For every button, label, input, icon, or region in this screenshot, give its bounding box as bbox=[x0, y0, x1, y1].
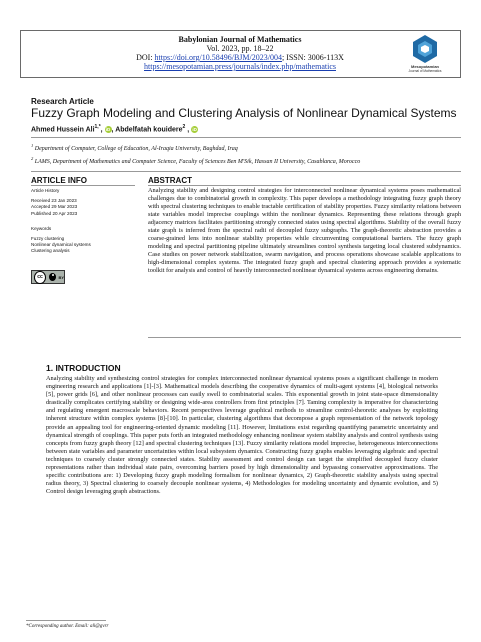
affiliation-1 bbox=[31, 143, 461, 152]
cc-icon: cc bbox=[34, 271, 46, 284]
accepted-date: Accepted 29 Mar 2023 bbox=[31, 204, 78, 210]
affiliation-2 bbox=[31, 156, 461, 165]
author-2: Abdelfatah kouidere bbox=[115, 126, 183, 134]
received-date: Received 23 Jan 2023 bbox=[31, 198, 77, 204]
keyword-2: Nonlinear dynamical systems bbox=[31, 242, 91, 248]
article-title: Fuzzy Graph Modeling and Clustering Analysis of Nonlinear Dynamical Systems bbox=[31, 106, 457, 120]
article-info-column bbox=[31, 188, 135, 255]
keywords-label: Keywords bbox=[31, 225, 52, 231]
divider bbox=[31, 137, 461, 138]
by-label: BY bbox=[58, 274, 64, 280]
aff-1-text: Department of Computer, College of Education, Al-Iraqia University, Baghdad, Iraq bbox=[34, 146, 238, 152]
logo-subtext: Journal of Mathematics bbox=[408, 69, 442, 73]
issn: ; ISSN: 3006-113X bbox=[281, 53, 344, 62]
journal-volume: Vol. 2023, pp. 18–22 bbox=[206, 44, 274, 53]
aff-2-sup: 2 bbox=[31, 156, 34, 161]
article-type: Research Article bbox=[31, 97, 94, 106]
aff-1-sup: 1 bbox=[31, 143, 34, 148]
journal-header-text bbox=[90, 35, 390, 71]
divider bbox=[31, 185, 135, 186]
doi-prefix: DOI: bbox=[136, 53, 155, 62]
journal-doi-line bbox=[90, 53, 390, 62]
doi-link[interactable]: https://doi.org/10.58496/BJM/2023/004 bbox=[154, 53, 282, 62]
author-list: Ahmed Hussein Ali$^{1,*}$, iD, Abdelfatah kouidere$^2$ , iD bbox=[31, 124, 197, 134]
divider bbox=[31, 171, 461, 172]
article-info-heading: ARTICLE INFO bbox=[31, 176, 87, 185]
logo-text: Mesopotamian bbox=[410, 64, 439, 69]
author-1-sup: 1,* bbox=[94, 124, 101, 130]
orcid-icon[interactable]: iD bbox=[192, 126, 197, 132]
keyword-1: Fuzzy clustering bbox=[31, 236, 65, 242]
keyword-3: Clustering analysis bbox=[31, 248, 70, 254]
corresponding-author-footnote: *Corresponding author. Email: ali@gvrr bbox=[26, 624, 109, 629]
abstract-heading: ABSTRACT bbox=[148, 176, 192, 185]
history-label: Article History bbox=[31, 188, 60, 193]
published-date: Published 20 Apr 2023 bbox=[31, 210, 78, 216]
divider bbox=[148, 337, 461, 338]
author-2-sup: 2 bbox=[182, 124, 186, 130]
divider bbox=[148, 185, 461, 186]
footnote-divider bbox=[26, 620, 106, 621]
cc-by-license-badge[interactable] bbox=[31, 270, 65, 284]
journal-url-link[interactable]: https://mesopotamian.press/journals/index.php/mathematics bbox=[144, 62, 336, 71]
orcid-icon[interactable]: iD bbox=[105, 126, 111, 132]
author-1: Ahmed Hussein Ali bbox=[31, 126, 95, 134]
abstract-text: Analyzing stability and designing control strategies for interconnected nonlinear dynamical systems poses mathematical challenges due to combinatorial growth in complexity. This paper develops a methodology integrating fuzzy graph theory with spectral clustering techniques to enable tractable certification of stability properties. Fuzzy similarity relations between state variables model imprecise couplings within the nonlinear dynamics. Representing these relations through graph adjacency matrices facilitates partitioning strongly connected states using spectral algorithms. Stability of the overall fuzzy state graph is inferred from the spectral radii of decoupled fuzzy subgraphs. The graph-theoretic abstraction provides a coarse-grained lens into nonlinear stability properties while circumventing computational barriers. The fuzzy graph modeling and spectral partitioning pipeline ultimately streamlines control synthesis targeting local clustered subdynamics. Case studies on power network stabilization, swarm navigation, and process operations showcase scalable applications to high-dimensional complex systems. The integrated fuzzy graph and spectral clustering approach provides a systematic toolkit for analysis and control of heavily interconnected nonlinear dynamical systems across engineering domains. bbox=[148, 187, 461, 275]
journal-logo-label bbox=[398, 65, 452, 73]
introduction-text: Analyzing stability and synthesizing control strategies for complex interconnected nonlinear dynamical systems poses a significant challenge in modern engineering research and applications [1]-[3]. Mathematical models describing the cooperative dynamics of multi-agent systems [4], biological networks [5], power grids [6], and other nonlinear processes can easily swell to combinatorial scales. This exponential growth in joint state-space dimensionality drastically complicates certifying stability or designing wide-area controllers from first principles [7]. Taming complexity is imperative for characterizing and regulating emergent macroscale behaviors. Recent perspectives leverage graphical methods to streamline control-theoretic analyses by exploiting inherent structure within complex systems [8]-[10]. In particular, clustering algorithms that decompose a graph representation of the network topology provide an appealing tool for engineering-oriented dynamic modeling [11]. However, limitations exist regarding quantifying parametric uncertainty and dynamical strength of couplings. This paper puts forth an integrated methodology enhancing nonlinear system stability analysis and control synthesis using concepts from fuzzy graph theory [12] and spectral clustering techniques [13]. Fuzzy similarity relations model imprecise, heterogeneous interconnections between state variables and parameter uncertainties within local subsystem dynamics. Constructing fuzzy graphs enables leveraging algebraic and spectral techniques to coarsely cluster strongly connected states. Stability assessment and control design can target the simplified decoupled fuzzy cluster representations rather than individual state pairs, overcoming barriers posed by high dimensionality and bypassing conservative approximations. The specific contributions are: 1) Developing fuzzy graph modeling formalism for nonlinear dynamics, 2) Graph-theoretic stability analysis using spectral radius theory, 3) Spectral clustering to coarsely decouple nonlinear systems, 4) Methodologies for modeling uncertainty and dynamic evolution, and 5) Control design leveraging graph abstractions. bbox=[46, 375, 438, 496]
journal-name: Babylonian Journal of Mathematics bbox=[178, 35, 302, 44]
introduction-heading: 1. INTRODUCTION bbox=[46, 363, 121, 373]
by-person-icon bbox=[49, 273, 56, 281]
aff-2-text: LAMS, Department of Mathematics and Computer Science, Faculty of Sciences Ben M'Sik, Hassan II University, Casablanca, Morocco bbox=[34, 159, 361, 165]
